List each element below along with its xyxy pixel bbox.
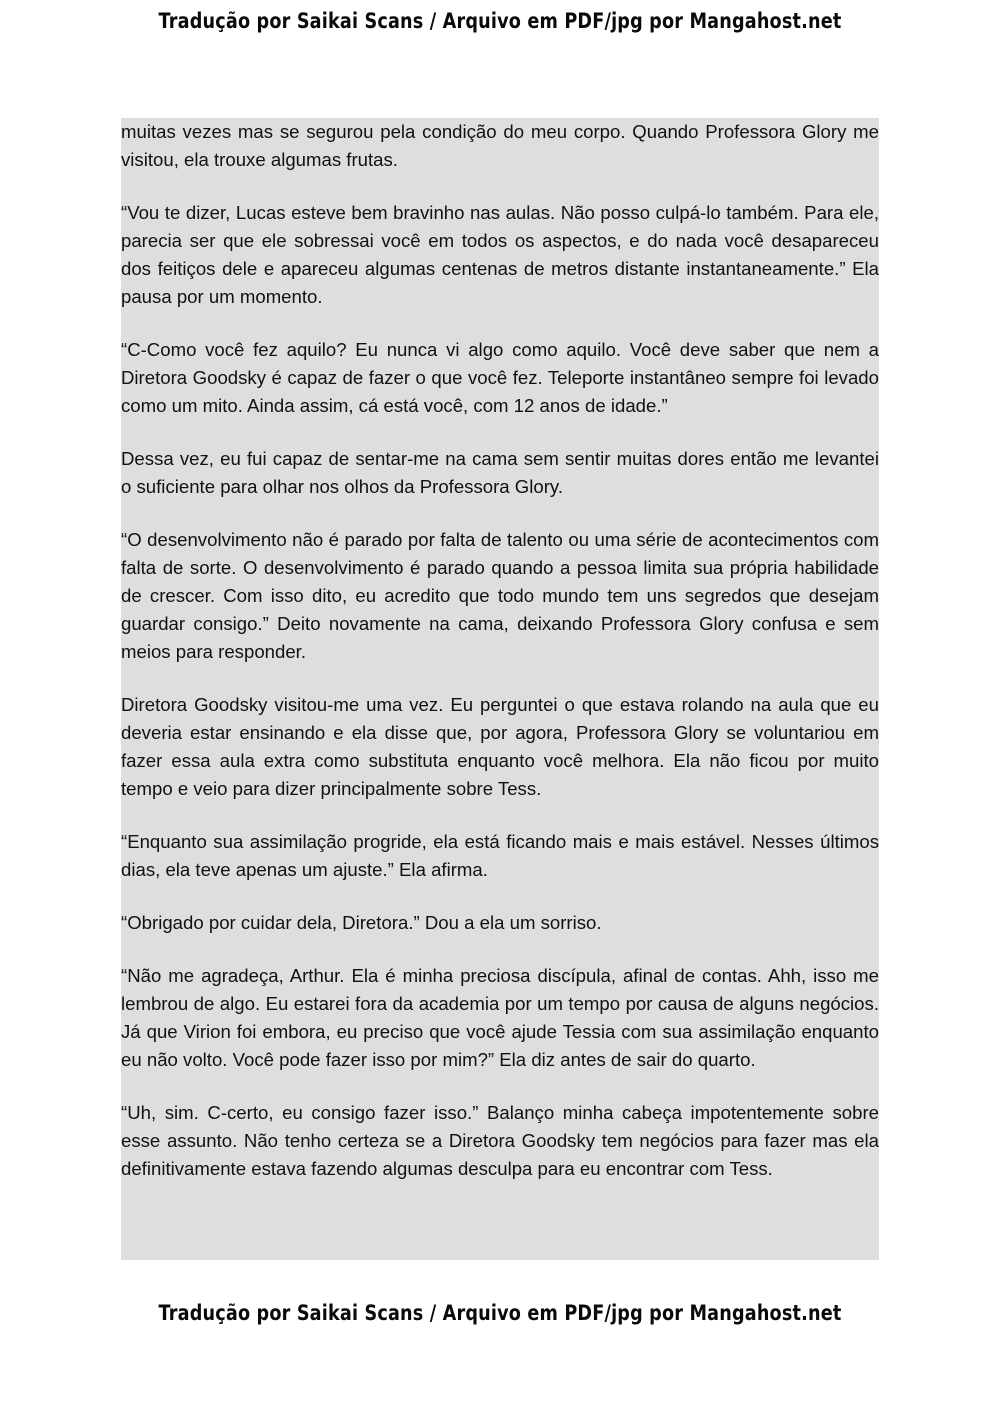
chapter-text (121, 118, 879, 1208)
paragraph: “Enquanto sua assimilação progride, ela está ficando mais e mais estável. Nesses últimos dias, ela teve apenas um ajuste.” Ela afirma. (121, 831, 879, 880)
paragraph: “C-Como você fez aquilo? Eu nunca vi algo como aquilo. Você deve saber que nem a Diretora Goodsky é capaz de fazer o que você fez. Teleporte instantâneo sempre foi levado como um mito. Ainda assim, cá está você, com 12 anos de idade.” (121, 339, 879, 416)
paragraph: “Uh, sim. C-certo, eu consigo fazer isso.” Balanço minha cabeça impotentemente sobre esse assunto. Não tenho certeza se a Diretora Goodsky tem negócios para fazer mas ela definitivamente estava fazendo algumas desculpa para eu encontrar com Tess. (121, 1102, 879, 1179)
paragraph: “Obrigado por cuidar dela, Diretora.” Dou a ela um sorriso. (121, 912, 602, 933)
translation-credit-header: Tradução por Saikai Scans / Arquivo em PDF/jpg por Mangahost.net (158, 9, 842, 33)
paragraph: “Não me agradeça, Arthur. Ela é minha preciosa discípula, afinal de contas. Ahh, isso me lembrou de algo. Eu estarei fora da academia por um tempo por causa de alguns negócios. Já que Virion foi embora, eu preciso que você ajude Tessia com sua assimilação enquanto eu não volto. Você pode fazer isso por mim?” Ela diz antes de sair do quarto. (121, 965, 879, 1070)
paragraph: muitas vezes mas se segurou pela condição do meu corpo. Quando Professora Glory me visitou, ela trouxe algumas frutas. (121, 121, 879, 170)
paragraph: “Vou te dizer, Lucas esteve bem bravinho nas aulas. Não posso culpá-lo também. Para ele, parecia ser que ele sobressai você em todos os aspectos, e do nada você desapareceu dos feitiços dele e apareceu algumas centenas de metros distante instantaneamente.” Ela pausa por um momento. (121, 202, 879, 307)
paragraph: “O desenvolvimento não é parado por falta de talento ou uma série de acontecimentos com falta de sorte. O desenvolvimento é parado quando a pessoa limita sua própria habilidade de crescer. Com isso dito, eu acredito que todo mundo tem uns segredos que desejam guardar consigo.” Deito novamente na cama, deixando Professora Glory confusa e sem meios para responder. (121, 529, 879, 662)
paragraph: Dessa vez, eu fui capaz de sentar-me na cama sem sentir muitas dores então me levantei o suficiente para olhar nos olhos da Professora Glory. (121, 448, 879, 497)
paragraph: Diretora Goodsky visitou-me uma vez. Eu perguntei o que estava rolando na aula que eu deveria estar ensinando e ela disse que, por agora, Professora Glory se voluntariou em fazer essa aula extra como substituta enquanto você melhora. Ela não ficou por muito tempo e veio para dizer principalmente sobre Tess. (121, 694, 879, 799)
page-text-area (121, 118, 879, 1260)
translation-credit-footer: Tradução por Saikai Scans / Arquivo em PDF/jpg por Mangahost.net (158, 1301, 842, 1325)
